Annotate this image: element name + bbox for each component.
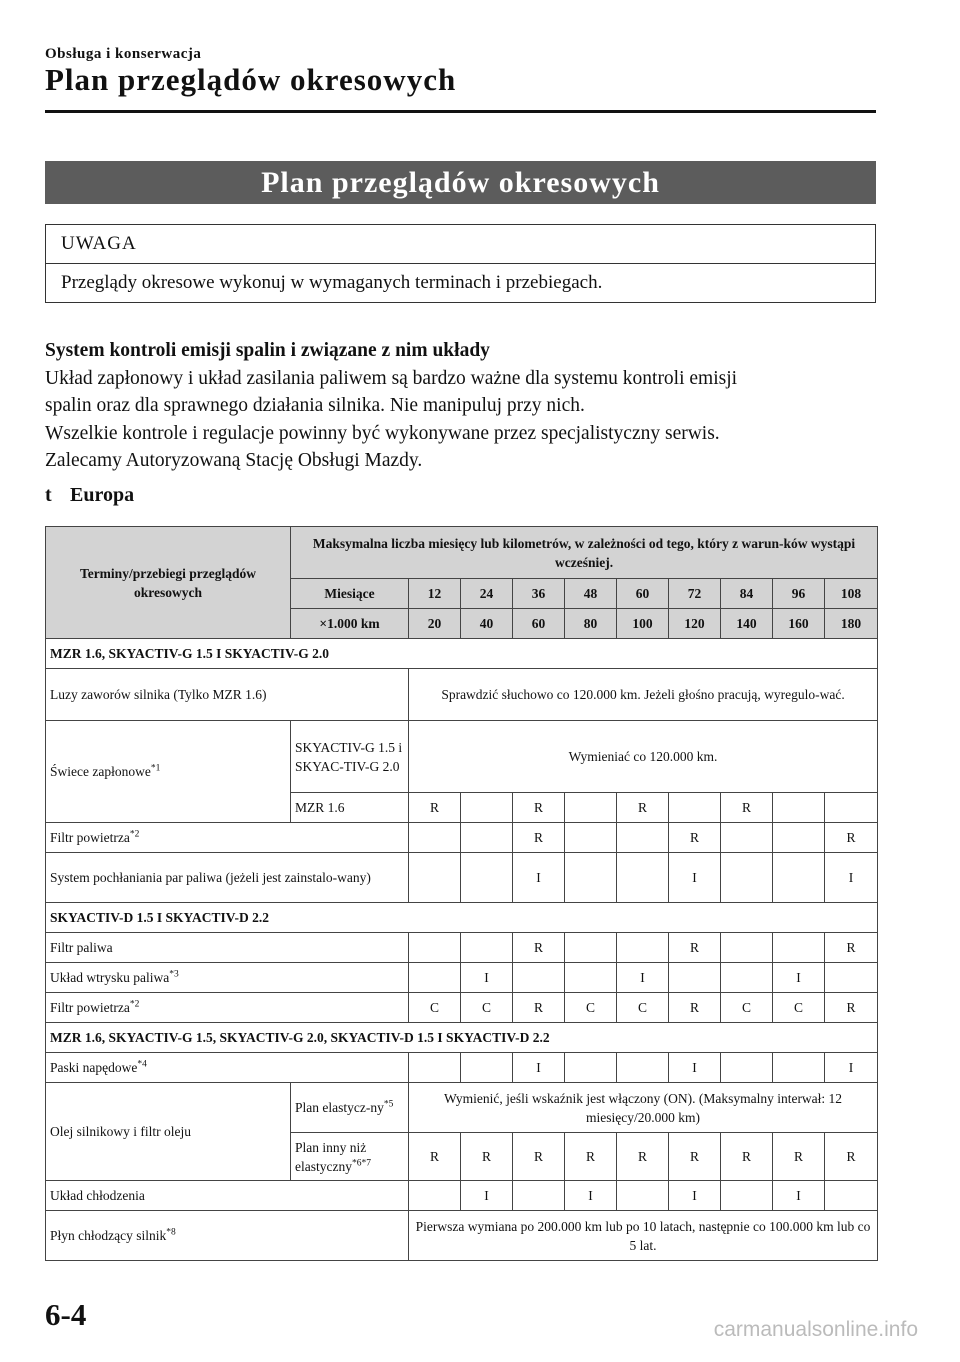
cell-value: I: [513, 1053, 565, 1083]
cell-value: [513, 963, 565, 993]
note-text: Przeglądy okresowe wykonuj w wymaganych terminach i przebiegach.: [61, 272, 603, 293]
region-heading: [45, 484, 134, 507]
months-label: Miesiące: [291, 579, 409, 609]
title-divider: [45, 110, 876, 113]
month-cell: 60: [617, 579, 669, 609]
cell-value: [461, 823, 513, 853]
month-cell: 72: [669, 579, 721, 609]
cell-value: [461, 853, 513, 903]
cell-value: [409, 853, 461, 903]
table-row: [46, 721, 878, 793]
section-row: [46, 1023, 878, 1053]
section-label: Obsługa i konserwacja: [45, 46, 202, 62]
cell-value: [565, 933, 617, 963]
cell-value: [721, 933, 773, 963]
cell-value: [773, 1053, 825, 1083]
cell-value: C: [409, 993, 461, 1023]
table-row: [46, 669, 878, 721]
cell-value: [721, 853, 773, 903]
note-heading: UWAGA: [46, 225, 875, 264]
cell-value: R: [513, 933, 565, 963]
row-label-text: Układ wtrysku paliwa: [50, 970, 170, 985]
cell-value: I: [669, 1181, 721, 1211]
row-label-text: Filtr powietrza: [50, 1000, 130, 1015]
emission-heading: System kontroli emisji spalin i związane z nim układy: [45, 340, 490, 361]
cell-value: R: [409, 793, 461, 823]
cell-value: [409, 1053, 461, 1083]
table-row: [46, 993, 878, 1023]
table-row: [46, 1211, 878, 1261]
table-row: [46, 1053, 878, 1083]
cell-value: [721, 963, 773, 993]
cell-value: R: [409, 1133, 461, 1181]
row-label: Filtr paliwa: [46, 933, 409, 963]
cell-value: R: [513, 823, 565, 853]
cell-value: [669, 793, 721, 823]
watermark: carmanualsonline.info: [713, 1318, 918, 1341]
cell-value: [565, 853, 617, 903]
cell-value: R: [825, 823, 878, 853]
cell-value: I: [825, 1053, 878, 1083]
cell-value: I: [565, 1181, 617, 1211]
table-corner-header: Terminy/przebiegi przeglądów okresowych: [46, 527, 291, 639]
cell-value: [409, 933, 461, 963]
row-label: [46, 823, 409, 853]
cell-value: C: [721, 993, 773, 1023]
variant-label: [291, 1083, 409, 1133]
cell-value: [565, 1053, 617, 1083]
km-cell: 80: [565, 609, 617, 639]
month-cell: 48: [565, 579, 617, 609]
region-label: Europa: [70, 484, 135, 506]
cell-value: C: [565, 993, 617, 1023]
cell-value: [461, 933, 513, 963]
cell-value: I: [513, 853, 565, 903]
footnote-ref: *2: [129, 999, 140, 1010]
cell-value: [565, 963, 617, 993]
cell-value: R: [617, 1133, 669, 1181]
cell-value: [409, 963, 461, 993]
section-row: [46, 639, 878, 669]
cell-value: [825, 1181, 878, 1211]
cell-value: I: [773, 963, 825, 993]
table-row: [46, 853, 878, 903]
km-cell: 160: [773, 609, 825, 639]
row-label: [46, 993, 409, 1023]
variant-label: MZR 1.6: [291, 793, 409, 823]
month-cell: 12: [409, 579, 461, 609]
cell-value: R: [617, 793, 669, 823]
cell-value: I: [773, 1181, 825, 1211]
cell-value: [721, 823, 773, 853]
cell-value: [617, 1181, 669, 1211]
cell-value: [773, 793, 825, 823]
table-row: [46, 933, 878, 963]
cell-value: [825, 963, 878, 993]
row-note: Sprawdzić słuchowo co 120.000 km. Jeżeli głośno pracują, wyregulo-wać.: [409, 669, 878, 721]
variant-label-text: Plan inny niż elastyczny: [295, 1139, 367, 1174]
footnote-ref: *3: [169, 969, 179, 980]
emission-line: Wszelkie kontrole i regulacje powinny być wykonywane przez specjalistyczny serwis.: [45, 422, 720, 444]
cell-value: R: [669, 933, 721, 963]
cell-value: R: [513, 793, 565, 823]
footnote-ref: *8: [166, 1227, 176, 1238]
row-label: Luzy zaworów silnika (Tylko MZR 1.6): [46, 669, 409, 721]
footnote-ref: *1: [150, 763, 161, 774]
maintenance-schedule-table: [45, 526, 878, 1261]
km-cell: 100: [617, 609, 669, 639]
month-cell: 24: [461, 579, 513, 609]
month-cell: 96: [773, 579, 825, 609]
variant-label: SKYACTIV-G 1.5 i SKYAC-TIV-G 2.0: [291, 721, 409, 793]
table-row: [46, 1181, 878, 1211]
cell-value: [825, 793, 878, 823]
cell-value: R: [669, 1133, 721, 1181]
row-label: [46, 963, 409, 993]
section-title: MZR 1.6, SKYACTIV-G 1.5, SKYACTIV-G 2.0, SKYACTIV-D 1.5 I SKYACTIV-D 2.2: [46, 1023, 878, 1053]
page-title: Plan przeglądów okresowych: [45, 62, 457, 97]
emission-line: Układ zapłonowy i układ zasilania paliwem są bardzo ważne dla systemu kontroli emisji: [45, 367, 738, 389]
cell-value: C: [461, 993, 513, 1023]
km-cell: 140: [721, 609, 773, 639]
km-cell: 180: [825, 609, 878, 639]
km-cell: 120: [669, 609, 721, 639]
table-row: [46, 823, 878, 853]
cell-value: R: [721, 1133, 773, 1181]
cell-value: [773, 823, 825, 853]
cell-value: [409, 1181, 461, 1211]
cell-value: [565, 793, 617, 823]
row-label: Układ chłodzenia: [46, 1181, 409, 1211]
cell-value: R: [513, 993, 565, 1023]
cell-value: [669, 963, 721, 993]
cell-value: R: [565, 1133, 617, 1181]
cell-value: [721, 1181, 773, 1211]
cell-value: [617, 853, 669, 903]
section-title: SKYACTIV-D 1.5 I SKYACTIV-D 2.2: [46, 903, 878, 933]
cell-value: I: [669, 1053, 721, 1083]
cell-value: R: [669, 823, 721, 853]
cell-value: [513, 1181, 565, 1211]
footnote-ref: *6*7: [351, 1158, 371, 1168]
emission-line: Zalecamy Autoryzowaną Stację Obsługi Mazdy.: [45, 450, 423, 471]
cell-value: I: [669, 853, 721, 903]
month-cell: 84: [721, 579, 773, 609]
row-label-text: Filtr powietrza: [50, 830, 130, 845]
interval-note: Maksymalna liczba miesięcy lub kilometrów, w zależności od tego, który z warun-ków wystąpi wcześniej.: [291, 527, 878, 579]
cell-value: [409, 823, 461, 853]
row-label-text: Świece zapłonowe: [50, 764, 151, 779]
cell-value: I: [617, 963, 669, 993]
month-cell: 108: [825, 579, 878, 609]
cell-value: R: [669, 993, 721, 1023]
row-label: [46, 1211, 409, 1261]
cell-value: [461, 793, 513, 823]
row-label: [46, 721, 291, 823]
row-label: Olej silnikowy i filtr oleju: [46, 1083, 291, 1181]
cell-value: [617, 1053, 669, 1083]
table-row: [46, 963, 878, 993]
variant-label: [291, 1133, 409, 1181]
row-note: Pierwsza wymiana po 200.000 km lub po 10 latach, następnie co 100.000 km lub co 5 lat.: [409, 1211, 878, 1261]
page-number: 6-4: [45, 1297, 87, 1332]
km-cell: 20: [409, 609, 461, 639]
row-label-text: Paski napędowe: [50, 1060, 138, 1075]
variant-label-text: Plan elastycz-ny: [295, 1100, 384, 1115]
cell-value: R: [461, 1133, 513, 1181]
cell-value: C: [773, 993, 825, 1023]
row-label: [46, 1053, 409, 1083]
row-label-text: Płyn chłodzący silnik: [50, 1228, 167, 1243]
cell-value: [461, 1053, 513, 1083]
cell-value: [773, 853, 825, 903]
cell-value: [617, 933, 669, 963]
cell-value: R: [825, 1133, 878, 1181]
table-row: [46, 1083, 878, 1133]
section-row: [46, 903, 878, 933]
section-banner: Plan przeglądów okresowych: [45, 161, 876, 204]
km-cell: 60: [513, 609, 565, 639]
cell-value: I: [825, 853, 878, 903]
emission-section: [45, 337, 885, 475]
cell-value: R: [513, 1133, 565, 1181]
row-note: Wymienić, jeśli wskaźnik jest włączony (ON). (Maksymalny interwał: 12 miesięcy/20.000 km): [409, 1083, 878, 1133]
cell-value: [721, 1053, 773, 1083]
cell-value: I: [461, 1181, 513, 1211]
footnote-ref: *5: [383, 1099, 394, 1110]
cell-value: C: [617, 993, 669, 1023]
row-label: System pochłaniania par paliwa (jeżeli jest zainstalo-wany): [46, 853, 409, 903]
emission-line: spalin oraz dla sprawnego działania silnika. Nie manipuluj przy nich.: [45, 395, 585, 416]
cell-value: R: [721, 793, 773, 823]
cell-value: I: [461, 963, 513, 993]
footnote-ref: *4: [137, 1059, 147, 1070]
km-label: ×1.000 km: [291, 609, 409, 639]
cell-value: R: [825, 993, 878, 1023]
cell-value: [617, 823, 669, 853]
cell-value: [565, 823, 617, 853]
section-title: MZR 1.6, SKYACTIV-G 1.5 I SKYACTIV-G 2.0: [46, 639, 878, 669]
note-box: [45, 224, 876, 303]
row-note: Wymieniać co 120.000 km.: [409, 721, 878, 793]
km-cell: 40: [461, 609, 513, 639]
month-cell: 36: [513, 579, 565, 609]
cell-value: R: [773, 1133, 825, 1181]
bullet-icon: t: [45, 484, 52, 506]
cell-value: [773, 933, 825, 963]
footnote-ref: *2: [129, 829, 140, 840]
cell-value: R: [825, 933, 878, 963]
